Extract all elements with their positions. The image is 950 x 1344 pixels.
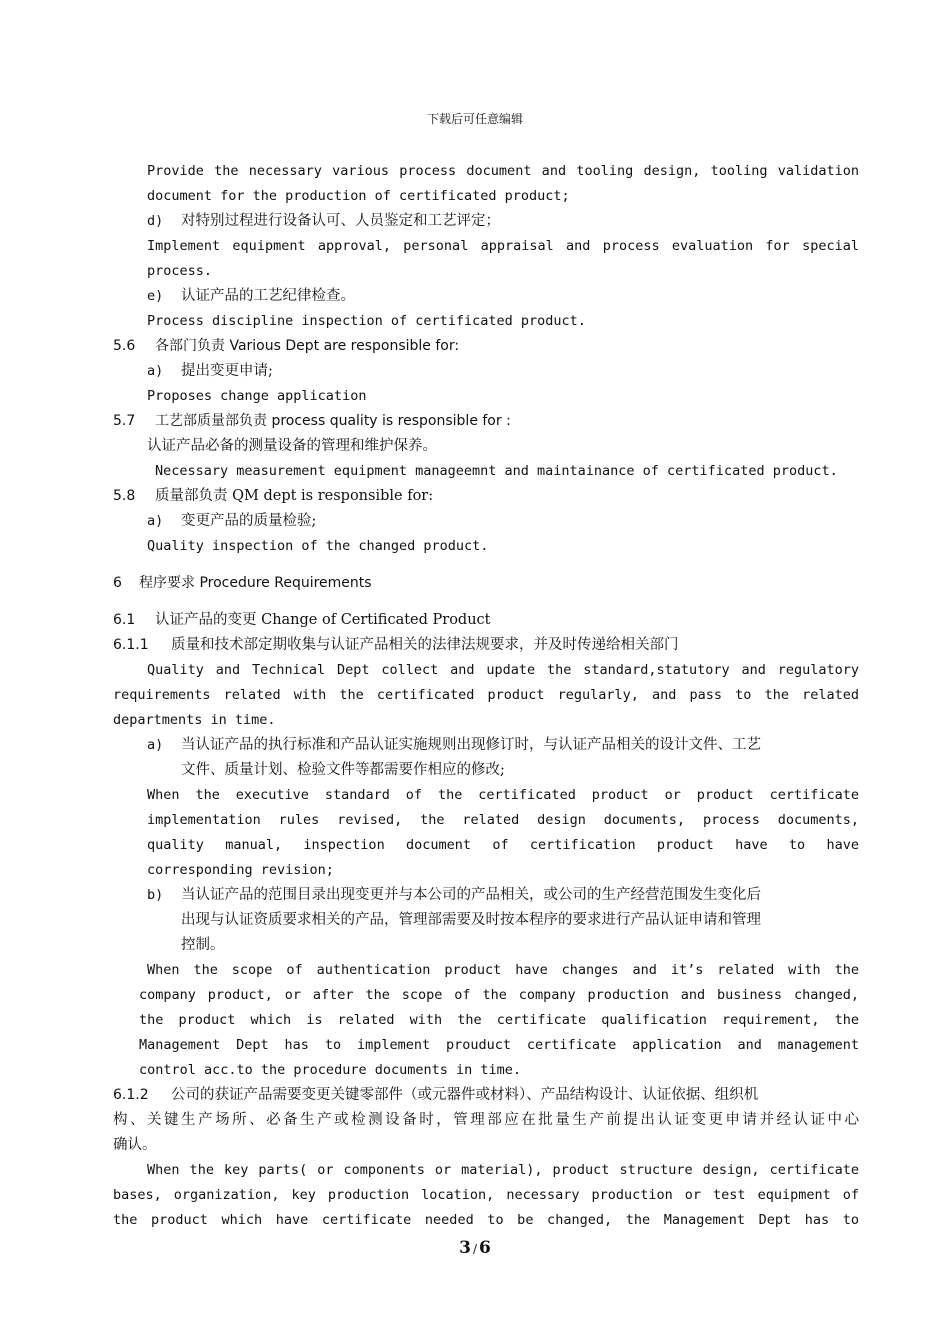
paragraph-line: Necessary measurement equipment manageemnt and maintainance of certificated product.: [155, 463, 838, 479]
subsection-title: 公司的获证产品需要变更关键零部件（或元器件或材料）、产品结构设计、认证依据、组织机: [171, 1087, 759, 1103]
paragraph-line: document for the production of certificated product;: [147, 188, 570, 204]
list-item: [113, 733, 859, 758]
section-heading: [113, 608, 859, 633]
list-item-text: 提出变更申请;: [181, 363, 273, 379]
paragraph-line: Quality inspection of the changed product.: [147, 538, 489, 554]
list-item-text: 对特别过程进行设备认可、人员鉴定和工艺评定；: [181, 213, 500, 229]
list-item-text: 认证产品的工艺纪律检查。: [181, 288, 355, 304]
list-item-text: 当认证产品的范围目录出现变更并与本公司的产品相关，或公司的生产经营范围发生变化后: [181, 887, 761, 903]
list-label: e): [147, 288, 164, 304]
paragraph-line: implementation rules revised, the related design documents, process documents,: [147, 812, 859, 828]
list-item-text: 当认证产品的执行标准和产品认证实施规则出现修订时，与认证产品相关的设计文件、工艺: [181, 737, 761, 753]
list-item: [113, 509, 859, 534]
paragraph-line: the product which is related with the certificate qualification requirement, the: [139, 1012, 859, 1028]
subsection-number: 6.1.1: [113, 637, 149, 653]
paragraph-line: bases, organization, key production location, necessary production or test equipment of: [113, 1187, 859, 1203]
paragraph-line: When the executive standard of the certificated product or product certificate: [147, 787, 859, 803]
list-item-continuation: 出现与认证资质要求相关的产品，管理部需要及时按本程序的要求进行产品认证申请和管理: [181, 912, 761, 928]
section-title: 各部门负责 Various Dept are responsible for:: [155, 338, 460, 354]
list-item: [113, 359, 859, 384]
subsection-title: 质量和技术部定期收集与认证产品相关的法律法规要求，并及时传递给相关部门: [171, 637, 679, 653]
paragraph-line: the product which have certificate needed to be changed, the Management Dept has to: [113, 1212, 859, 1228]
paragraph-line: 认证产品必备的测量设备的管理和维护保养。: [147, 438, 437, 454]
section-heading: [113, 484, 859, 509]
paragraph-line: control acc.to the procedure documents in time.: [139, 1062, 522, 1078]
paragraph-line: 构、关键生产场所、必备生产或检测设备时，管理部应在批量生产前提出认证变更申请并经认证中心: [113, 1112, 859, 1128]
list-label: a): [147, 513, 164, 529]
paragraph-line: When the scope of authentication product have changes and it’s related with the: [147, 962, 859, 978]
section-number: 5.6: [113, 338, 136, 354]
list-label: a): [147, 363, 164, 379]
current-page-number: 3: [459, 1238, 471, 1258]
subsection-number: 6.1.2: [113, 1087, 149, 1103]
list-item-text: 变更产品的质量检验;: [181, 513, 317, 529]
list-item: [113, 209, 859, 234]
section-title: 认证产品的变更 Change of Certificated Product: [155, 612, 491, 628]
paragraph-line: When the key parts( or components or material), product structure design, certificate: [147, 1162, 859, 1178]
spacer: [113, 559, 859, 571]
page-header: 下载后可任意编辑: [426, 112, 523, 126]
list-item: [113, 284, 859, 309]
list-label: d): [147, 213, 164, 229]
paragraph-line: Management Dept has to implement prouduct certificate application and management: [139, 1037, 859, 1053]
section-number: 5.7: [113, 413, 136, 429]
section-heading: [113, 409, 859, 434]
subsection-heading: [113, 1083, 859, 1108]
paragraph-line: Proposes change application: [147, 388, 367, 404]
section-number: 6.1: [113, 612, 136, 628]
section-title: 质量部负责 QM dept is responsible for:: [155, 488, 434, 504]
paragraph-line: Quality and Technical Dept collect and update the standard,statutory and regulatory: [147, 662, 859, 678]
chapter-number: 6: [113, 575, 122, 591]
page-content: [113, 159, 859, 1233]
paragraph-line: departments in time.: [113, 712, 276, 728]
list-label: b): [147, 887, 164, 903]
subsection-heading: [113, 633, 859, 658]
section-heading: [113, 334, 859, 359]
section-number: 5.8: [113, 488, 136, 504]
total-pages: 6: [479, 1238, 491, 1258]
paragraph-line: requirements related with the certificated product regularly, and pass to the related: [113, 687, 859, 703]
paragraph-line: process.: [147, 263, 213, 279]
chapter-title: 程序要求 Procedure Requirements: [139, 575, 372, 591]
spacer: [113, 596, 859, 608]
list-item-continuation: 控制。: [181, 937, 225, 953]
section-title: 工艺部质量部负责 process quality is responsible for :: [155, 413, 511, 429]
paragraph-line: quality manual, inspection document of certification product have to have: [147, 837, 859, 853]
paragraph-line: Provide the necessary various process document and tooling design, tooling validation: [147, 163, 859, 179]
paragraph-line: corresponding revision;: [147, 862, 334, 878]
chapter-heading: [113, 571, 859, 596]
paragraph-line: Implement equipment approval, personal appraisal and process evaluation for special: [147, 238, 859, 254]
page-footer: [0, 1238, 950, 1258]
paragraph-line: Process discipline inspection of certificated product.: [147, 313, 586, 329]
list-item: [113, 883, 859, 908]
paragraph-line: 确认。: [113, 1137, 157, 1153]
list-item-continuation: 文件、质量计划、检验文件等都需要作相应的修改;: [181, 762, 505, 778]
paragraph-line: company product, or after the scope of the company production and business changed,: [139, 987, 859, 1003]
list-label: a): [147, 737, 164, 753]
page-separator: /: [472, 1242, 478, 1256]
